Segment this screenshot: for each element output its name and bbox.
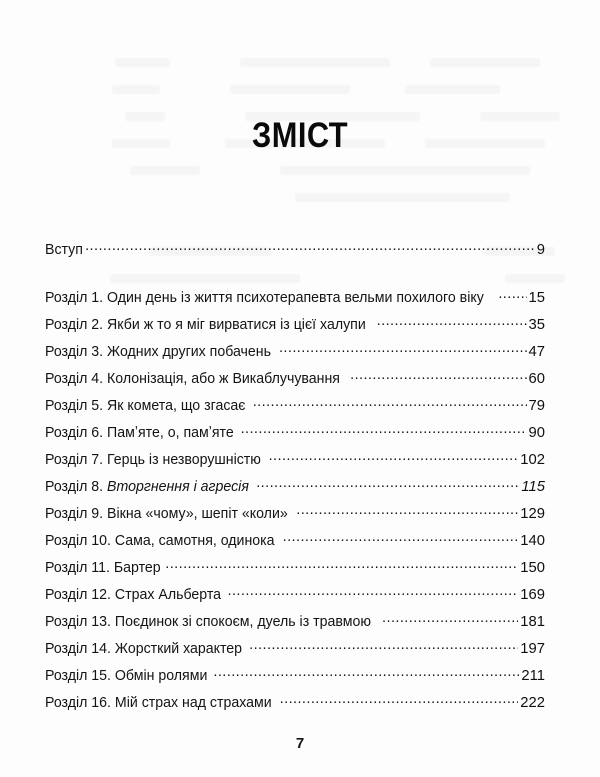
toc-entry[interactable] xyxy=(45,531,545,558)
toc-entry[interactable] xyxy=(45,369,545,396)
toc-entry-label: Розділ 16. Мій страх над страхами xyxy=(45,695,272,711)
dot-leader xyxy=(280,693,519,707)
page-title: ЗМІСТ xyxy=(251,116,349,155)
toc-entry-label: Розділ 5. Як комета, що згасає xyxy=(45,398,246,414)
toc-entry[interactable] xyxy=(45,315,545,342)
toc-entry-page-number: 60 xyxy=(528,371,545,387)
dot-leader xyxy=(241,423,527,437)
dot-leader xyxy=(279,342,527,356)
dot-leader xyxy=(350,369,526,383)
toc-entry[interactable] xyxy=(45,288,545,315)
toc-entry-label: Розділ 13. Поєдинок зі спокоєм, дуель із травмою xyxy=(45,614,371,630)
toc-entry-page-number: 115 xyxy=(521,479,545,495)
page-folio-number: 7 xyxy=(295,735,305,752)
dot-leader xyxy=(253,396,527,410)
dot-leader xyxy=(85,240,535,254)
toc-entry-page-number: 35 xyxy=(528,317,545,333)
toc-entry[interactable] xyxy=(45,423,545,450)
dot-leader xyxy=(498,288,526,302)
toc-entry-label: Розділ 14. Жорсткий характер xyxy=(45,641,243,657)
toc-entry-label: Вступ xyxy=(45,242,83,258)
toc-entry[interactable] xyxy=(45,693,545,720)
toc-entry-label: Розділ 3. Жодних других побачень xyxy=(45,344,271,360)
toc-entry-label: Розділ 1. Один день із життя психотерапевта вельми похилого віку xyxy=(45,290,484,306)
dot-leader xyxy=(256,477,519,491)
dot-leader xyxy=(213,666,519,680)
toc-entry-label: Розділ 2. Якби ж то я міг вирватися із цієї халупи xyxy=(45,317,366,333)
toc-entry-label: Розділ 8. Вторгнення і агресія xyxy=(45,479,249,495)
toc-entry[interactable] xyxy=(45,612,545,639)
dot-leader xyxy=(377,315,527,329)
toc-entry-page-number: 181 xyxy=(520,614,545,630)
toc-entry-page-number: 47 xyxy=(528,344,545,360)
toc-entry-label: Розділ 6. Памʼяте, о, памʼяте xyxy=(45,425,234,441)
toc-entry[interactable] xyxy=(45,558,545,585)
dot-leader xyxy=(283,531,519,545)
toc-entry-label: Розділ 15. Обмін ролями xyxy=(45,668,208,684)
toc-entry-label: Розділ 7. Герць із незворушністю xyxy=(45,452,261,468)
toc-entry-page-number: 211 xyxy=(521,668,545,684)
toc-entry-page-number: 129 xyxy=(520,506,545,522)
toc-entry-page-number: 150 xyxy=(520,560,545,576)
toc-entry-label: Розділ 12. Страх Альберта xyxy=(45,587,222,603)
toc-entry[interactable] xyxy=(45,450,545,477)
dot-leader xyxy=(382,612,518,626)
table-of-contents-list xyxy=(45,240,545,720)
toc-entry-page-number: 79 xyxy=(528,398,545,414)
dot-leader xyxy=(249,639,518,653)
toc-entry-page-number: 140 xyxy=(520,533,545,549)
toc-entry[interactable] xyxy=(45,396,545,423)
toc-entry-label: Розділ 4. Колонізація, або ж Викаблучування xyxy=(45,371,340,387)
dot-leader xyxy=(269,450,519,464)
toc-entry[interactable] xyxy=(45,639,545,666)
toc-entry-label: Розділ 11. Бартер xyxy=(45,560,161,576)
toc-entry-page-number: 102 xyxy=(520,452,545,468)
toc-entry-page-number: 169 xyxy=(520,587,545,603)
toc-entry[interactable] xyxy=(45,666,545,693)
dot-leader xyxy=(296,504,518,518)
toc-entry-label: Розділ 10. Сама, самотня, одинока xyxy=(45,533,275,549)
toc-entry-page-number: 197 xyxy=(520,641,545,657)
toc-entry-page-number: 90 xyxy=(528,425,545,441)
toc-entry[interactable] xyxy=(45,342,545,369)
toc-entry[interactable] xyxy=(45,504,545,531)
toc-entry-intro[interactable] xyxy=(45,240,545,288)
toc-entry-page-number: 9 xyxy=(536,242,545,258)
toc-entry[interactable] xyxy=(45,585,545,612)
toc-entry-label: Розділ 9. Вікна «чому», шепіт «коли» xyxy=(45,506,288,522)
dot-leader xyxy=(165,558,518,572)
toc-entry[interactable] xyxy=(45,477,545,504)
toc-entry-page-number: 15 xyxy=(528,290,545,306)
toc-entry-page-number: 222 xyxy=(520,695,545,711)
dot-leader xyxy=(228,585,519,599)
